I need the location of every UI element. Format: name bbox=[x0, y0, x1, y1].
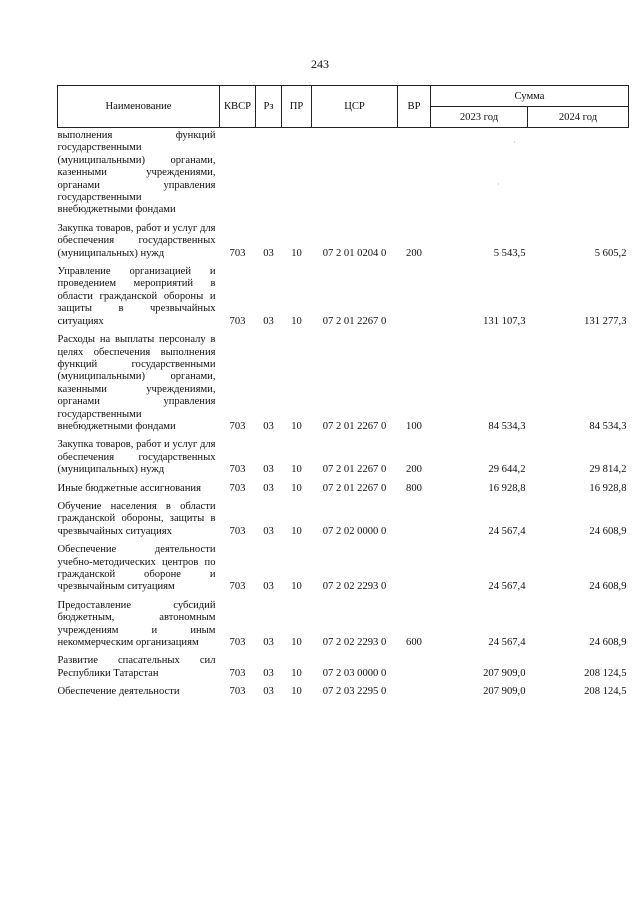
row-vr: 600 bbox=[406, 637, 422, 649]
scan-speck: · bbox=[497, 180, 500, 189]
header-rz: Рз bbox=[256, 86, 282, 128]
row-rz: 03 bbox=[263, 464, 274, 476]
row-kvsr: 703 bbox=[229, 420, 246, 432]
row-pr: 10 bbox=[291, 247, 302, 259]
row-kvsr: 703 bbox=[229, 482, 246, 494]
row-name: Обеспечение деятельности учебно-методических центров по гражданской обороне и чрезвычайным ситуациям bbox=[57, 544, 216, 593]
table-row bbox=[58, 128, 629, 223]
row-csr: 07 2 03 2295 0 bbox=[322, 686, 387, 698]
row-sum-2023: 24 567,4 bbox=[488, 581, 526, 593]
table-row bbox=[58, 439, 629, 482]
table-row bbox=[58, 501, 629, 544]
row-kvsr: 703 bbox=[229, 315, 246, 327]
row-sum-2024: 131 277,3 bbox=[584, 315, 627, 327]
row-sum-2024: 29 814,2 bbox=[589, 464, 627, 476]
row-sum-2023: 29 644,2 bbox=[488, 464, 526, 476]
table-row bbox=[58, 655, 629, 686]
row-name: Обучение населения в области гражданской обороны, защиты в чрезвычайных ситуациях bbox=[57, 500, 216, 537]
row-vr bbox=[398, 501, 431, 544]
header-name: Наименование bbox=[58, 86, 220, 128]
row-rz: 03 bbox=[263, 667, 274, 679]
header-sum: Сумма bbox=[431, 86, 629, 107]
row-csr: 07 2 01 2267 0 bbox=[322, 420, 387, 432]
row-pr: 10 bbox=[291, 667, 302, 679]
row-kvsr: 703 bbox=[229, 581, 246, 593]
row-csr bbox=[312, 128, 398, 223]
header-pr: ПР bbox=[282, 86, 312, 128]
row-name: выполнения функций государственными (муниципальными) органами, казенными учреждениями, органами управления государственными внебюджетными фондами bbox=[57, 130, 216, 216]
row-sum-2024 bbox=[528, 128, 629, 223]
scan-speck: · bbox=[513, 138, 516, 147]
row-vr: 200 bbox=[406, 464, 422, 476]
row-name: Расходы на выплаты персоналу в целях обеспечения выполнения функций государственными (муниципальными) органами, казенными учреждениями, органами управления государственными внебюджетными фондами bbox=[57, 334, 216, 432]
row-csr: 07 2 02 2293 0 bbox=[322, 581, 387, 593]
row-name: Предоставление субсидий бюджетным, автономным учреждениям и иным некоммерческим организациям bbox=[57, 599, 216, 649]
row-sum-2023: 24 567,4 bbox=[488, 525, 526, 537]
row-name: Иные бюджетные ассигнования bbox=[57, 482, 201, 494]
table-body bbox=[58, 128, 629, 705]
row-csr: 07 2 03 0000 0 bbox=[322, 667, 387, 679]
row-rz: 03 bbox=[263, 420, 274, 432]
row-vr bbox=[398, 128, 431, 223]
row-kvsr: 703 bbox=[229, 525, 246, 537]
row-kvsr: 703 bbox=[229, 637, 246, 649]
row-pr: 10 bbox=[291, 686, 302, 698]
row-rz: 03 bbox=[263, 482, 274, 494]
row-vr: 200 bbox=[406, 247, 422, 259]
header-year-2024: 2024 год bbox=[528, 107, 629, 128]
row-rz: 03 bbox=[263, 581, 274, 593]
row-pr: 10 bbox=[291, 315, 302, 327]
row-sum-2024: 24 608,9 bbox=[589, 637, 627, 649]
row-vr bbox=[398, 266, 431, 334]
row-sum-2024: 208 124,5 bbox=[584, 667, 627, 679]
table-row bbox=[58, 544, 629, 600]
row-kvsr: 703 bbox=[229, 667, 246, 679]
row-name: Закупка товаров, работ и услуг для обеспечения государственных (муниципальных) нужд bbox=[57, 439, 216, 476]
row-csr: 07 2 01 2267 0 bbox=[322, 464, 387, 476]
row-sum-2024: 24 608,9 bbox=[589, 525, 627, 537]
row-csr: 07 2 01 0204 0 bbox=[322, 247, 387, 259]
row-kvsr bbox=[220, 128, 256, 223]
row-vr: 800 bbox=[406, 482, 422, 494]
budget-table bbox=[57, 85, 629, 705]
row-pr: 10 bbox=[291, 525, 302, 537]
row-name: Закупка товаров, работ и услуг для обеспечения государственных (муниципальных) нужд bbox=[57, 222, 216, 259]
row-vr: 100 bbox=[406, 420, 422, 432]
table-header bbox=[58, 86, 629, 128]
row-pr: 10 bbox=[291, 581, 302, 593]
header-vr: ВР bbox=[398, 86, 431, 128]
row-rz: 03 bbox=[263, 637, 274, 649]
table-row bbox=[58, 223, 629, 266]
row-pr: 10 bbox=[291, 420, 302, 432]
row-pr: 10 bbox=[291, 637, 302, 649]
row-sum-2024: 208 124,5 bbox=[584, 686, 627, 698]
row-sum-2023: 207 909,0 bbox=[483, 686, 526, 698]
table-row bbox=[58, 266, 629, 334]
header-csr: ЦСР bbox=[312, 86, 398, 128]
table-row bbox=[58, 686, 629, 704]
row-csr: 07 2 01 2267 0 bbox=[322, 482, 387, 494]
row-sum-2023: 131 107,3 bbox=[483, 315, 526, 327]
row-vr bbox=[398, 655, 431, 686]
row-rz bbox=[256, 128, 282, 223]
row-sum-2023: 5 543,5 bbox=[493, 247, 526, 259]
row-vr bbox=[398, 544, 431, 600]
row-name: Управление организацией и проведением мероприятий в области гражданской обороны и защиты в чрезвычайных ситуациях bbox=[57, 266, 216, 327]
row-sum-2023: 207 909,0 bbox=[483, 667, 526, 679]
row-sum-2024: 16 928,8 bbox=[589, 482, 627, 494]
row-csr: 07 2 01 2267 0 bbox=[322, 315, 387, 327]
row-sum-2024: 5 605,2 bbox=[594, 247, 627, 259]
table-row bbox=[58, 600, 629, 656]
row-csr: 07 2 02 2293 0 bbox=[322, 637, 387, 649]
table-row bbox=[58, 483, 629, 501]
row-pr: 10 bbox=[291, 464, 302, 476]
row-kvsr: 703 bbox=[229, 686, 246, 698]
table-row bbox=[58, 334, 629, 439]
header-kvsr: КВСР bbox=[220, 86, 256, 128]
page-number: 243 bbox=[311, 57, 329, 71]
row-name: Обеспечение деятельности bbox=[57, 686, 180, 698]
row-rz: 03 bbox=[263, 247, 274, 259]
row-kvsr: 703 bbox=[229, 464, 246, 476]
row-sum-2024: 24 608,9 bbox=[589, 581, 627, 593]
row-rz: 03 bbox=[263, 525, 274, 537]
row-sum-2023: 24 567,4 bbox=[488, 637, 526, 649]
row-vr bbox=[398, 686, 431, 704]
header-year-2023: 2023 год bbox=[431, 107, 528, 128]
row-sum-2023: 84 534,3 bbox=[488, 420, 526, 432]
row-name: Развитие спасательных сил Республики Татарстан bbox=[57, 655, 216, 679]
row-rz: 03 bbox=[263, 686, 274, 698]
row-csr: 07 2 02 0000 0 bbox=[322, 525, 387, 537]
row-sum-2023: 16 928,8 bbox=[488, 482, 526, 494]
row-rz: 03 bbox=[263, 315, 274, 327]
row-pr bbox=[282, 128, 312, 223]
row-sum-2024: 84 534,3 bbox=[589, 420, 627, 432]
row-pr: 10 bbox=[291, 482, 302, 494]
row-kvsr: 703 bbox=[229, 247, 246, 259]
